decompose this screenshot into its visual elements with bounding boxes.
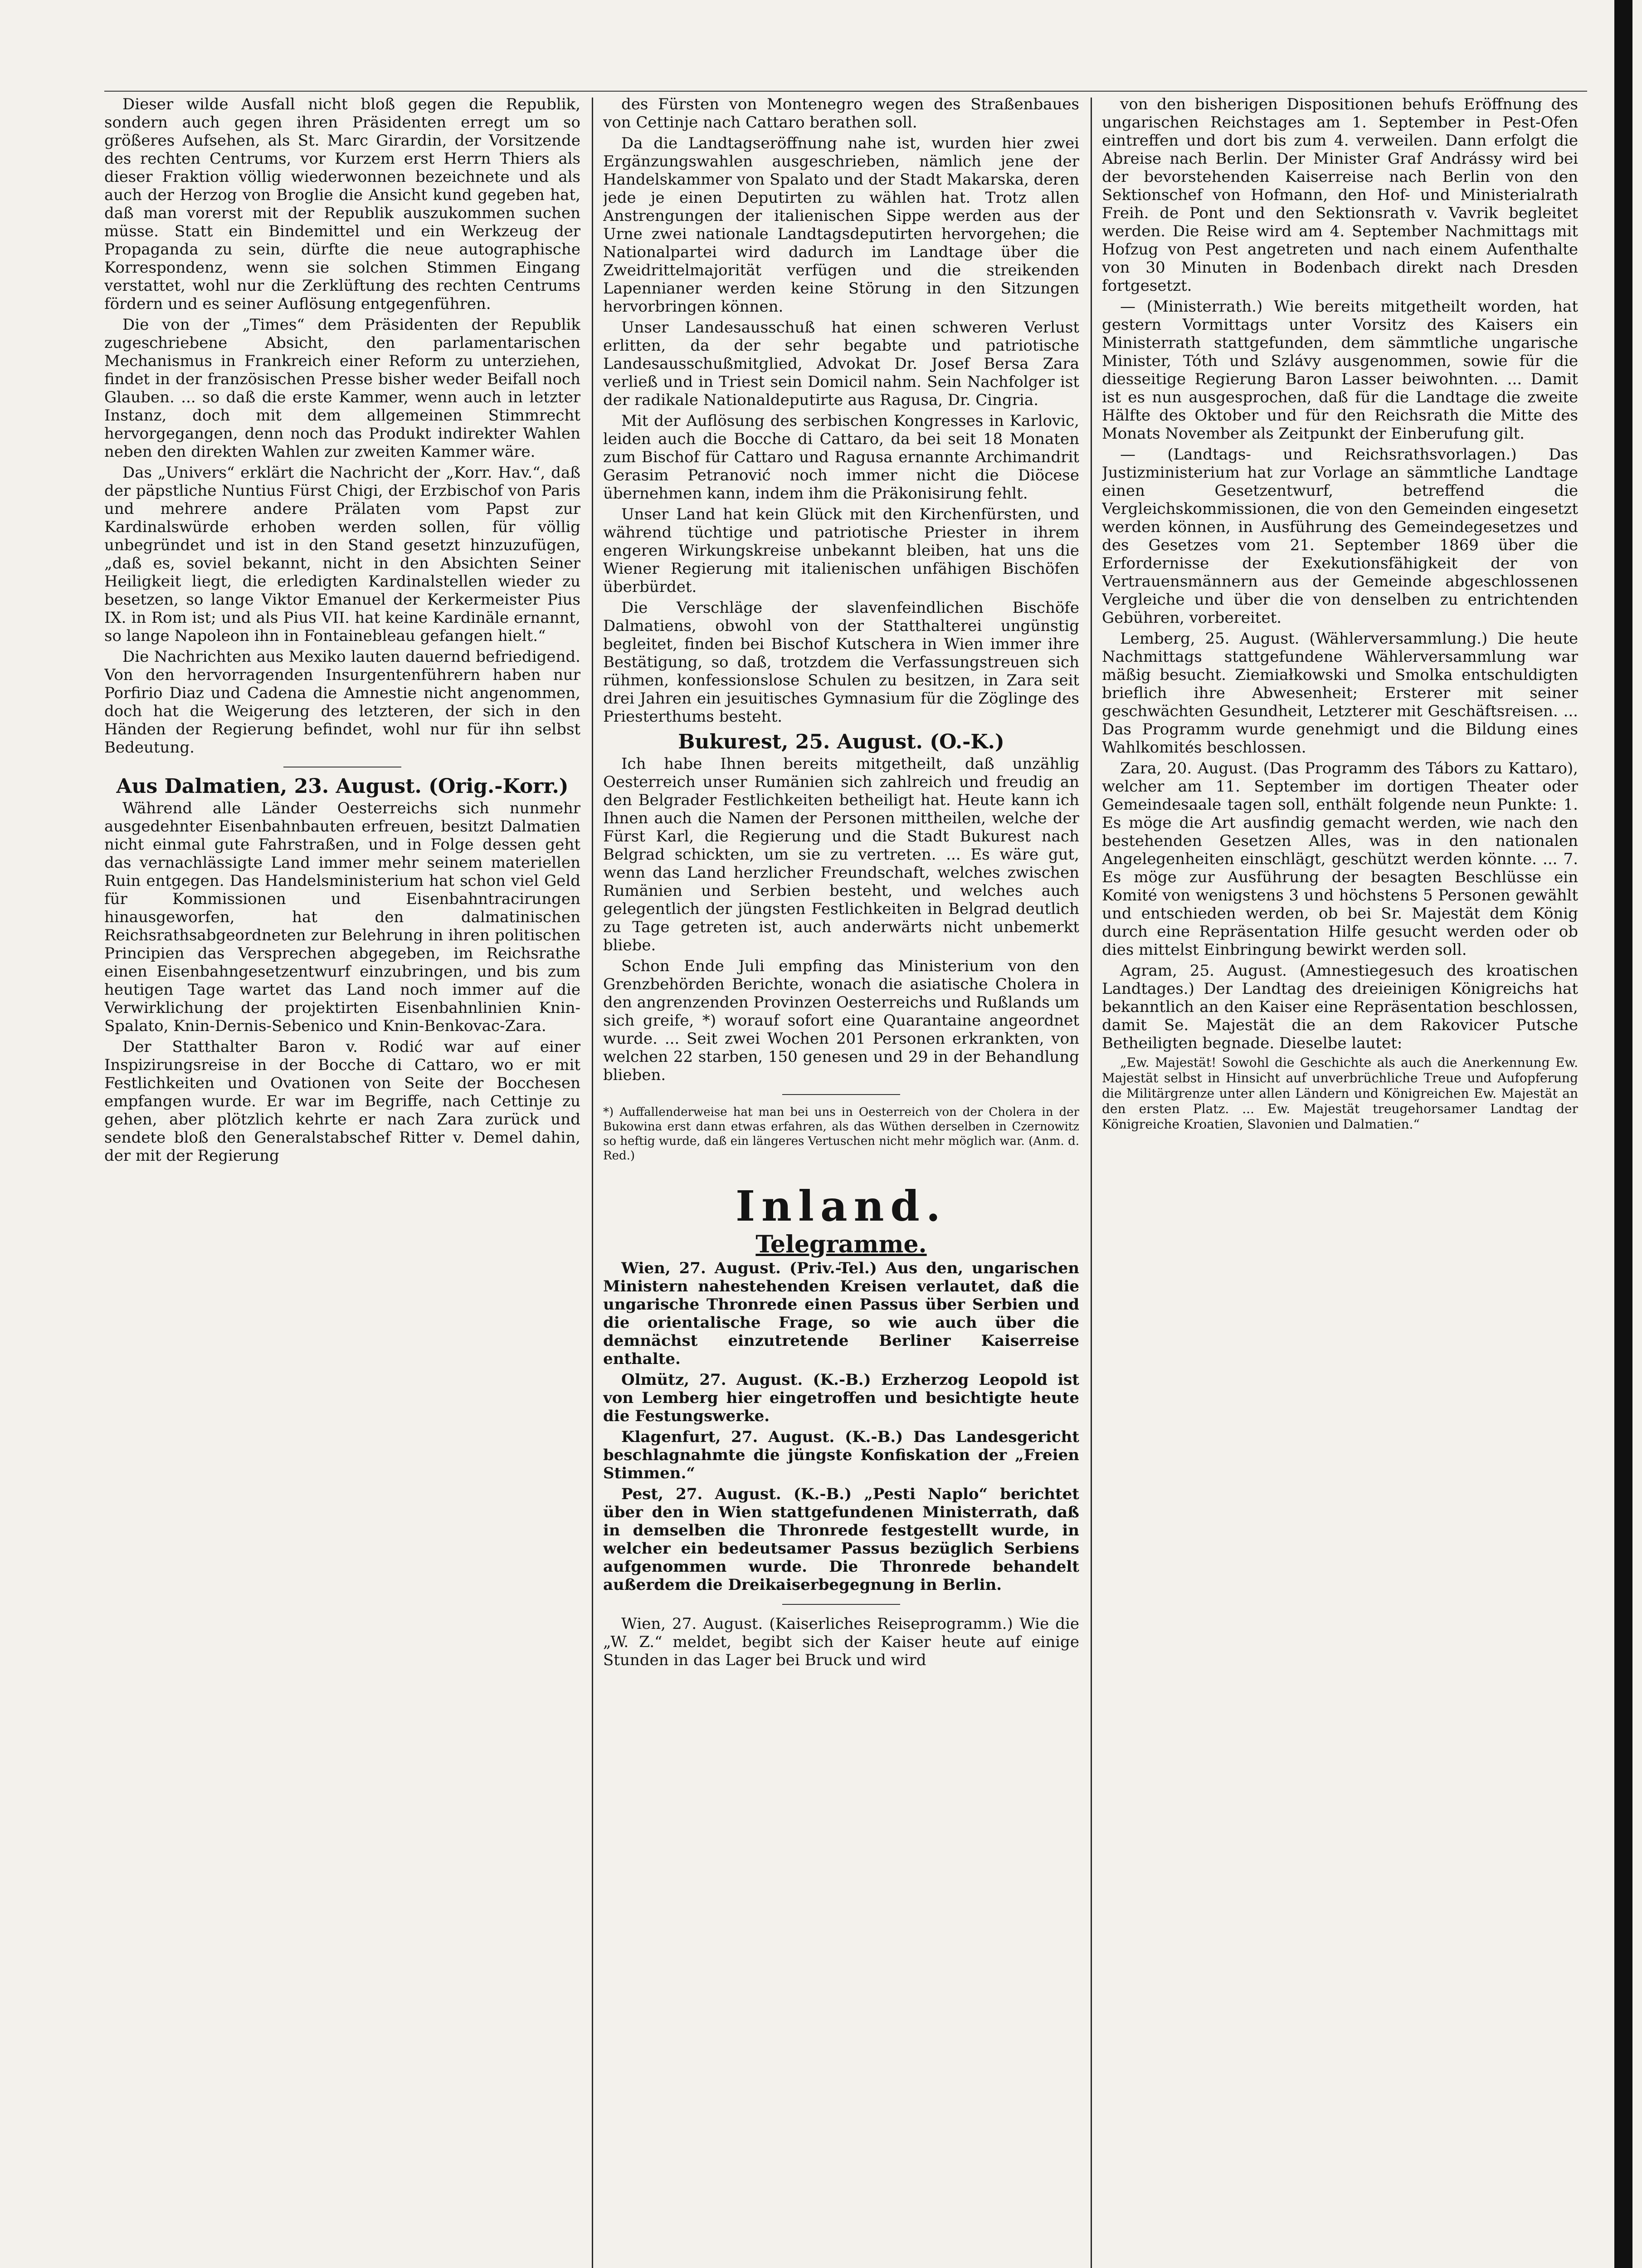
paragraph: Wien, 27. August. (Kaiserliches Reiseprogramm.) Wie die „W. Z.“ meldet, begibt sich der Kaiser heute auf einige Stunden in das Lager bei Bruck und wird bbox=[603, 1615, 1079, 1669]
divider bbox=[782, 1094, 900, 1095]
column-right bbox=[1102, 95, 1578, 2268]
paragraph: Unser Landesausschuß hat einen schweren Verlust erlitten, da der sehr begabte und patriotische Landesausschußmitglied, Advokat Dr. Josef Bersa Zara verließ und in Triest sein Domicil nahm. Sein Nachfolger ist der radikale Nationaldeputirte aus Ragusa, Dr. Cingria. bbox=[603, 318, 1079, 409]
paragraph: — (Ministerrath.) Wie bereits mitgetheilt worden, hat gestern Vormittags unter Vorsitz des Kaisers ein Ministerrath stattgefunden, dem sämmtliche ungarische Minister, Tóth und Szlávy ausgenommen, sowie für die diesseitige Regierung Baron Lasser beiwohnten. ... Damit ist es nun ausgesprochen, daß für die Landtage die zweite Hälfte des Oktober und für den Reichsrath die Mitte des Monats November als Zeitpunkt der Einberufung gilt. bbox=[1102, 298, 1578, 443]
paragraph: Unser Land hat kein Glück mit den Kirchenfürsten, und während tüchtige und patriotische Priester in ihrem engeren Wirkungskreise unbekannt bleiben, hat uns die Wiener Regierung mit italienischen unfähigen Bischöfen überbürdet. bbox=[603, 505, 1079, 596]
dalmatia-heading: Aus Dalmatien, 23. August. (Orig.-Korr.) bbox=[116, 775, 569, 798]
paragraph: Lemberg, 25. August. (Wählerversammlung.) Die heute Nachmittags stattgefundene Wählerversammlung war mäßig besucht. Ziemiałkowski und Smolka entschuldigten brieflich ihre Abwesenheit; Ersterer mit seiner geschwächten Gesundheit, Letzterer mit Geschäftsreisen. ... Das Programm wurde genehmigt und die Bildung eines Wahlkomités beschlossen. bbox=[1102, 630, 1578, 757]
footnote: *) Auffallenderweise hat man bei uns in Oesterreich von der Cholera in der Bukowina erst dann etwas erfahren, als das Wüthen derselben in Czernowitz so heftig wurde, daß ein längeres Vertuschen nicht mehr möglich war. (Anm. d. Red.) bbox=[603, 1105, 1079, 1163]
paragraph: Das „Univers“ erklärt die Nachricht der „Korr. Hav.“, daß der päpstliche Nuntius Fürst Chigi, der Erzbischof von Paris und mehrere andere Prälaten vom Papst zur Kardinalswürde erhoben werden sollen, für völlig unbegründet und ist in den Stand gesetzt hinzuzufügen, „daß es, soviel bekannt, nicht in den Absichten Seiner Heiligkeit liegt, die erledigten Kardinalstellen wieder zu besetzen, so lange Viktor Emanuel der Kerkermeister Pius IX. in Rom ist; und als Pius VII. hat keine Kardinäle ernannt, so lange Napoleon ihn in Fontainebleau gefangen hielt.“ bbox=[104, 464, 580, 645]
paragraph: Da die Landtagseröffnung nahe ist, wurden hier zwei Ergänzungswahlen ausgeschrieben, nämlich jene der Handelskammer von Spalato und der Stadt Makarska, deren jede je einen Deputirten zu wählen hat. Trotz allen Anstrengungen der italienischen Sippe werden aus der Urne zwei nationale Landtagsdeputirten hervorgehen; die Nationalpartei wird dadurch im Landtage über die Zweidrittelmajorität verfügen und die streikenden Lapennianer werden keine Störung in den Sitzungen hervorbringen können. bbox=[603, 134, 1079, 316]
telegram: Pest, 27. August. (K.-B.) „Pesti Naplo“ berichtet über den in Wien stattgefundenen Ministerrath, daß in demselben die Thronrede festgestellt wurde, in welcher ein bedeutsamer Passus bezüglich Serbiens aufgenommen wurde. Die Thronrede behandelt außerdem die Dreikaiserbegegnung in Berlin. bbox=[603, 1485, 1079, 1594]
quotation: „Ew. Majestät! Sowohl die Geschichte als auch die Anerkennung Ew. Majestät selbst in Hinsicht auf unverbrüchliche Treue und Aufopferung die Militärgrenze unter allen Ländern und Königreichen Ew. Majestät an den ersten Platz. ... Ew. Majestät treugehorsamer Landtag der Königreiche Kroatien, Slavonien und Dalmatien.“ bbox=[1102, 1055, 1578, 1132]
top-rule bbox=[104, 91, 1587, 92]
paragraph: — (Landtags- und Reichsrathsvorlagen.) Das Justizministerium hat zur Vorlage an sämmtliche Landtage einen Gesetzentwurf, betreffend die Vergleichskommissionen, die von den Gemeinden eingesetzt werden können, in Ausführung des Gemeindegesetzes und des Gesetzes vom 21. September 1869 über die Erfordernisse der Exekutionsfähigkeit der von Vertrauensmännern aus der Gemeinde abgeschlossenen Vergleiche und über die von denselben zu entrichtenden Gebühren, vorbereitet. bbox=[1102, 445, 1578, 627]
column-rule bbox=[592, 98, 593, 2268]
divider bbox=[782, 1604, 900, 1605]
column-middle bbox=[603, 95, 1079, 2268]
column-left bbox=[104, 95, 580, 2268]
paragraph: Schon Ende Juli empfing das Ministerium von den Grenzbehörden Berichte, wonach die asiatische Cholera in den angrenzenden Provinzen Oesterreichs und Rußlands um sich greife, *) worauf sofort eine Quarantaine angeordnet wurde. ... Seit zwei Wochen 201 Personen erkrankten, von welchen 22 starben, 150 genesen und 29 in der Behandlung blieben. bbox=[603, 957, 1079, 1084]
paragraph: Während alle Länder Oesterreichs sich nunmehr ausgedehnter Eisenbahnbauten erfreuen, besitzt Dalmatien nicht einmal gute Fahrstraßen, und in Folge dessen geht das vernachlässigte Land immer mehr seinem materiellen Ruin entgegen. Das Handelsministerium hat schon viel Geld für Kommissionen und Eisenbahntracirungen hinausgeworfen, hat den dalmatinischen Reichsrathsabgeordneten zur Belehrung in ihren politischen Principien das Versprechen abgegeben, im Reichsrathe einen Eisenbahngesetzentwurf einzubringen, und bis zum heutigen Tage wartet das Land noch immer auf die Verwirklichung der projektirten Eisenbahnlinien Knin-Spalato, Knin-Dernis-Sebenico und Knin-Benkovac-Zara. bbox=[104, 799, 580, 1035]
telegramme-heading: Telegramme. bbox=[755, 1231, 927, 1258]
paragraph: Agram, 25. August. (Amnestiegesuch des kroatischen Landtages.) Der Landtag des dreieinigen Königreichs hat bekanntlich an den Kaiser eine Repräsentation beschlossen, damit Se. Majestät die an dem Rakovicer Putsche Betheiligten begnade. Dieselbe lautet: bbox=[1102, 962, 1578, 1052]
inland-heading: Inland. bbox=[736, 1182, 947, 1231]
paragraph: des Fürsten von Montenegro wegen des Straßenbaues von Cettinje nach Cattaro berathen soll. bbox=[603, 95, 1079, 132]
telegram: Wien, 27. August. (Priv.-Tel.) Aus den, ungarischen Ministern nahestehenden Kreisen verlautet, daß die ungarische Thronrede einen Passus über Serbien und die orientalische Frage, so wie auch über die demnächst einzutretende Berliner Kaiserreise enthalte. bbox=[603, 1259, 1079, 1368]
paragraph: Die Verschläge der slavenfeindlichen Bischöfe Dalmatiens, obwohl von der Statthalterei ungünstig begleitet, finden bei Bischof Kutschera in Wien immer ihre Bestätigung, so daß, trotzdem die Verfassungstreuen sich rühmen, konfessionslose Schulen zu besitzen, in Zara seit drei Jahren ein jesuitisches Gymnasium für die Zöglinge des Priesterthums besteht. bbox=[603, 599, 1079, 726]
paragraph: von den bisherigen Dispositionen behufs Eröffnung des ungarischen Reichstages am 1. September in Pest-Ofen eintreffen und dort bis zum 4. verweilen. Dann erfolgt die Abreise nach Berlin. Der Minister Graf Andrássy wird bei der bevorstehenden Kaiserreise nach Berlin von den Sektionschef von Hofmann, den Hof- und Ministerialrath Freih. de Pont und den Sektionsrath v. Vavrik begleitet werden. Die Reise wird am 4. September Nachmittags mit Hofzug von Pest angetreten und nach einem Aufenthalte von 30 Minuten in Bodenbach direkt nach Dresden fortgesetzt. bbox=[1102, 95, 1578, 295]
paragraph: Der Statthalter Baron v. Rodić war auf einer Inspizirungsreise in der Bocche di Cattaro, wo er mit Festlichkeiten und Ovationen von Seite der Bocchesen empfangen wurde. Er war im Begriffe, nach Cettinje zu gehen, aber plötzlich kehrte er nach Zara zurück und sendete bloß den Generalstabschef Ritter v. Demel dahin, der mit der Regierung bbox=[104, 1038, 580, 1165]
telegram: Olmütz, 27. August. (K.-B.) Erzherzog Leopold ist von Lemberg hier eingetroffen und besichtigte heute die Festungswerke. bbox=[603, 1371, 1079, 1425]
telegram: Klagenfurt, 27. August. (K.-B.) Das Landesgericht beschlagnahmte die jüngste Konfiskation der „Freien Stimmen.“ bbox=[603, 1428, 1079, 1482]
paragraph: Ich habe Ihnen bereits mitgetheilt, daß unzählig Oesterreich unser Rumänien sich zahlreich und freudig an den Belgrader Festlichkeiten betheiligt hat. Heute kann ich Ihnen auch die Namen der Personen mittheilen, welche der Fürst Karl, die Regierung und die Stadt Bukurest nach Belgrad schickten, um sie zu vertreten. ... Es wäre gut, wenn das Land herzlicher Freundschaft, welches zwischen Rumänien und Serbien besteht, und welches auch gelegentlich der jüngsten Festlichkeiten in Belgrad deutlich zu Tage getreten ist, auch anderwärts nicht unbemerkt bliebe. bbox=[603, 755, 1079, 954]
paragraph: Die von der „Times“ dem Präsidenten der Republik zugeschriebene Absicht, den parlamentarischen Mechanismus in Frankreich einer Reform zu unterziehen, findet in der französischen Presse bisher weder Beifall noch Glauben. ... so daß die erste Kammer, wenn auch in letzter Instanz, doch mit dem allgemeinen Stimmrecht hervorgegangen, denn noch das Produkt indirekter Wahlen neben den direkten Wahlen zur zweiten Kammer wäre. bbox=[104, 316, 580, 461]
scan-edge bbox=[1614, 0, 1632, 2268]
paragraph: Die Nachrichten aus Mexiko lauten dauernd befriedigend. Von den hervorragenden Insurgentenführern haben nur Porfirio Diaz und Cadena die Amnestie nicht angenommen, doch hat die Weigerung des letzteren, der sich in den Händen der Regierung befindet, wohl nur für ihn selbst Bedeutung. bbox=[104, 648, 580, 757]
paragraph: Dieser wilde Ausfall nicht bloß gegen die Republik, sondern auch gegen ihren Präsidenten erregt um so größeres Aufsehen, als St. Marc Girardin, der Vorsitzende des rechten Centrums, vor Kurzem erst Herrn Thiers als dieser Fraktion völlig wiederwonnen bezeichnete und als auch der Herzog von Broglie die Ansicht kund gegeben hat, daß man vorerst mit der Republik auszukommen suchen müsse. Statt ein Bindemittel und ein Werkzeug der Propaganda zu sein, dürfte die neue autographische Korrespondenz, wenn sie solchen Stimmen Eingang verstattet, wohl nur die Zerklüftung des rechten Centrums fördern und es seiner Auflösung entgegenführen. bbox=[104, 95, 580, 313]
bukarest-heading: Bukurest, 25. August. (O.-K.) bbox=[678, 730, 1004, 753]
paragraph: Zara, 20. August. (Das Programm des Tábors zu Kattaro), welcher am 11. September im dortigen Theater oder Gemeindesaale tagen soll, enthält folgende neun Punkte: 1. Es möge die Art ausfindig gemacht werden, wie nach den bestehenden Gesetzen Alles, was in den nationalen Angelegenheiten einschlägt, geschützt werden könnte. ... 7. Es möge zur Ausführung der besagten Beschlüsse ein Komité von wenigstens 3 und höchstens 5 Personen gewählt und entschieden werden, ob bei Sr. Majestät dem König durch eine Repräsentation Hilfe gesucht werden oder ob dies mittelst Einbringung bewirkt werden soll. bbox=[1102, 759, 1578, 959]
paragraph: Mit der Auflösung des serbischen Kongresses in Karlovic, leiden auch die Bocche di Cattaro, da bei seit 18 Monaten zum Bischof für Cattaro und Ragusa ernannte Archimandrit Gerasim Petranović noch immer nicht die Diöcese übernehmen kann, indem ihm die Präkonisirung fehlt. bbox=[603, 412, 1079, 503]
column-rule bbox=[1091, 98, 1092, 2268]
